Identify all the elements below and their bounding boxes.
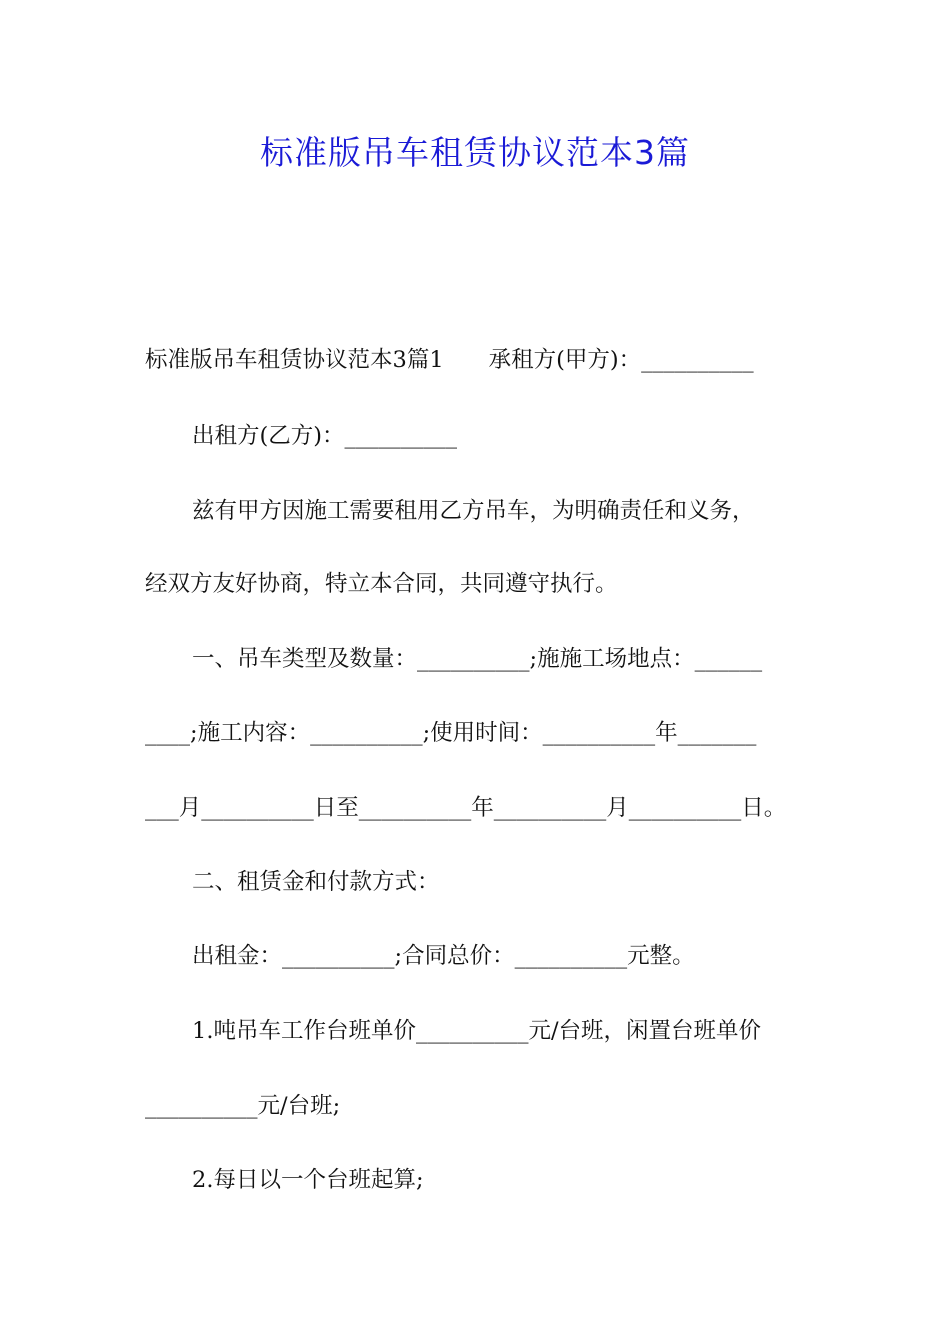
preamble-line-1: 兹有甲方因施工需要租用乙方吊车，为明确责任和义务， [192,498,755,524]
item-1-line-1: 1.吨吊车工作台班单价__________元/台班，闲置台班单价 [192,1018,762,1044]
item-2-line: 2.每日以一个台班起算; [192,1167,424,1193]
clause-1-line-1: 一、吊车类型及数量：__________;施施工场地点：______ [192,646,763,672]
preamble-line-2: 经双方友好协商，特立本合同，共同遵守执行。 [145,571,618,597]
rent-line: 出租金：__________;合同总价：__________元整。 [192,943,695,969]
intro-line-lessee: 标准版吊车租赁协议范本3篇1 承租方(甲方)：__________ [145,347,754,373]
item-1-line-2: __________元/台班; [145,1093,341,1119]
document-title: 标准版吊车租赁协议范本3篇 [260,133,690,172]
clause-2-heading: 二、租赁金和付款方式： [192,869,440,895]
lessor-line: 出租方(乙方)：__________ [192,423,458,449]
clause-1-line-2: ____;施工内容：__________;使用时间：__________年_______ [145,720,757,746]
clause-1-line-3: ___月__________日至__________年__________月__________日。 [145,795,787,821]
